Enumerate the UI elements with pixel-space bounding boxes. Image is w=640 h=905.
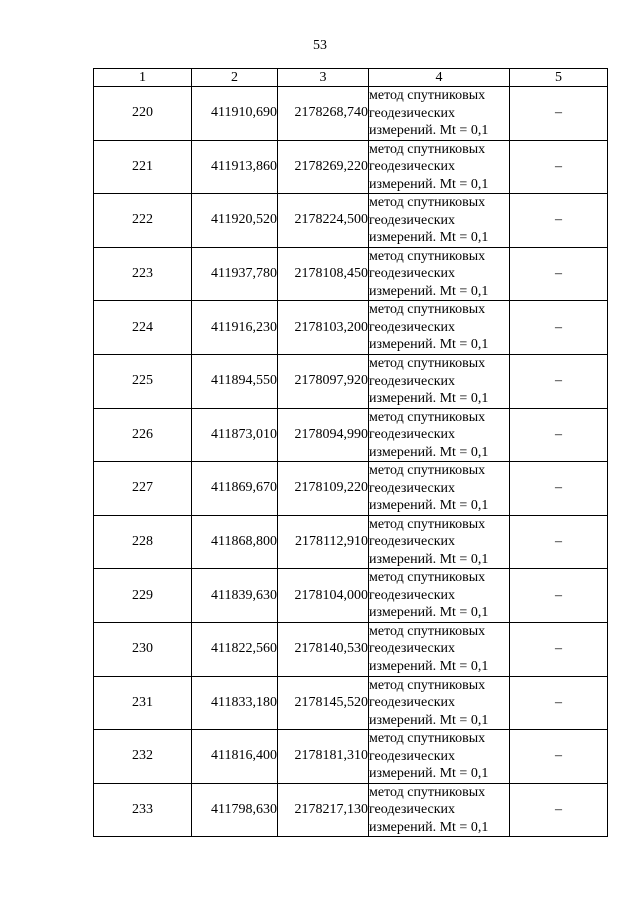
method-cell bbox=[369, 408, 510, 462]
x-coordinate-cell: 411937,780 bbox=[192, 247, 278, 301]
method-line: метод спутниковых bbox=[369, 248, 486, 264]
x-coordinate-cell: 411839,630 bbox=[192, 569, 278, 623]
note-cell: – bbox=[510, 569, 608, 623]
y-coordinate-cell: 2178224,500 bbox=[278, 194, 369, 248]
table-row bbox=[94, 87, 608, 141]
method-line: геодезических bbox=[369, 534, 456, 550]
y-coordinate-cell: 2178181,310 bbox=[278, 730, 369, 784]
method-line: метод спутниковых bbox=[369, 141, 486, 157]
y-coordinate-cell: 2178140,530 bbox=[278, 622, 369, 676]
method-line: метод спутниковых bbox=[369, 516, 486, 532]
point-number-cell: 223 bbox=[94, 247, 192, 301]
method-cell bbox=[369, 676, 510, 730]
y-coordinate-cell: 2178268,740 bbox=[278, 87, 369, 141]
y-coordinate-cell: 2178145,520 bbox=[278, 676, 369, 730]
note-cell: – bbox=[510, 676, 608, 730]
table-row bbox=[94, 783, 608, 837]
header-col-3: 3 bbox=[278, 69, 369, 87]
method-line: измерений. Mt = 0,1 bbox=[369, 444, 489, 460]
table-row bbox=[94, 730, 608, 784]
note-cell: – bbox=[510, 515, 608, 569]
method-line: метод спутниковых bbox=[369, 88, 486, 104]
note-cell: – bbox=[510, 87, 608, 141]
method-line: измерений. Mt = 0,1 bbox=[369, 551, 489, 567]
method-line: геодезических bbox=[369, 212, 456, 228]
header-col-5: 5 bbox=[510, 69, 608, 87]
point-number-cell: 224 bbox=[94, 301, 192, 355]
method-line: измерений. Mt = 0,1 bbox=[369, 712, 489, 728]
table-row bbox=[94, 462, 608, 516]
method-cell bbox=[369, 140, 510, 194]
table-row bbox=[94, 194, 608, 248]
table-row bbox=[94, 140, 608, 194]
x-coordinate-cell: 411920,520 bbox=[192, 194, 278, 248]
note-cell: – bbox=[510, 730, 608, 784]
point-number-cell: 232 bbox=[94, 730, 192, 784]
point-number-cell: 226 bbox=[94, 408, 192, 462]
method-line: измерений. Mt = 0,1 bbox=[369, 819, 489, 835]
point-number-cell: 233 bbox=[94, 783, 192, 837]
x-coordinate-cell: 411868,800 bbox=[192, 515, 278, 569]
x-coordinate-cell: 411916,230 bbox=[192, 301, 278, 355]
method-cell bbox=[369, 354, 510, 408]
method-cell bbox=[369, 569, 510, 623]
page-number: 53 bbox=[313, 38, 327, 53]
note-cell: – bbox=[510, 354, 608, 408]
method-line: измерений. Mt = 0,1 bbox=[369, 498, 489, 514]
point-number-cell: 228 bbox=[94, 515, 192, 569]
method-cell bbox=[369, 301, 510, 355]
table-header-row bbox=[94, 69, 608, 87]
x-coordinate-cell: 411913,860 bbox=[192, 140, 278, 194]
method-cell bbox=[369, 462, 510, 516]
method-line: геодезических bbox=[369, 319, 456, 335]
method-cell bbox=[369, 783, 510, 837]
method-line: метод спутниковых bbox=[369, 302, 486, 318]
method-cell bbox=[369, 194, 510, 248]
method-line: геодезических bbox=[369, 641, 456, 657]
y-coordinate-cell: 2178269,220 bbox=[278, 140, 369, 194]
note-cell: – bbox=[510, 408, 608, 462]
point-number-cell: 231 bbox=[94, 676, 192, 730]
method-line: измерений. Mt = 0,1 bbox=[369, 391, 489, 407]
header-col-2: 2 bbox=[192, 69, 278, 87]
point-number-cell: 220 bbox=[94, 87, 192, 141]
table-row bbox=[94, 569, 608, 623]
method-line: метод спутниковых bbox=[369, 463, 486, 479]
x-coordinate-cell: 411894,550 bbox=[192, 354, 278, 408]
method-line: геодезических bbox=[369, 159, 456, 175]
coordinates-table bbox=[93, 68, 608, 837]
point-number-cell: 222 bbox=[94, 194, 192, 248]
method-line: метод спутниковых bbox=[369, 677, 486, 693]
method-line: измерений. Mt = 0,1 bbox=[369, 176, 489, 192]
y-coordinate-cell: 2178104,000 bbox=[278, 569, 369, 623]
x-coordinate-cell: 411798,630 bbox=[192, 783, 278, 837]
note-cell: – bbox=[510, 247, 608, 301]
method-line: метод спутниковых bbox=[369, 356, 486, 372]
x-coordinate-cell: 411816,400 bbox=[192, 730, 278, 784]
method-line: геодезических bbox=[369, 266, 456, 282]
x-coordinate-cell: 411910,690 bbox=[192, 87, 278, 141]
method-line: геодезических bbox=[369, 373, 456, 389]
method-line: метод спутниковых bbox=[369, 623, 486, 639]
method-line: геодезических bbox=[369, 480, 456, 496]
method-line: геодезических bbox=[369, 802, 456, 818]
y-coordinate-cell: 2178094,990 bbox=[278, 408, 369, 462]
note-cell: – bbox=[510, 462, 608, 516]
method-cell bbox=[369, 730, 510, 784]
point-number-cell: 230 bbox=[94, 622, 192, 676]
method-line: измерений. Mt = 0,1 bbox=[369, 605, 489, 621]
method-line: метод спутниковых bbox=[369, 784, 486, 800]
table-row bbox=[94, 515, 608, 569]
header-col-4: 4 bbox=[369, 69, 510, 87]
method-line: геодезических bbox=[369, 695, 456, 711]
method-line: метод спутниковых bbox=[369, 409, 486, 425]
method-cell bbox=[369, 622, 510, 676]
method-line: геодезических bbox=[369, 587, 456, 603]
y-coordinate-cell: 2178097,920 bbox=[278, 354, 369, 408]
method-line: метод спутниковых bbox=[369, 570, 486, 586]
x-coordinate-cell: 411833,180 bbox=[192, 676, 278, 730]
method-line: геодезических bbox=[369, 105, 456, 121]
x-coordinate-cell: 411873,010 bbox=[192, 408, 278, 462]
method-line: измерений. Mt = 0,1 bbox=[369, 123, 489, 139]
y-coordinate-cell: 2178108,450 bbox=[278, 247, 369, 301]
method-line: измерений. Mt = 0,1 bbox=[369, 658, 489, 674]
table-row bbox=[94, 301, 608, 355]
method-line: метод спутниковых bbox=[369, 195, 486, 211]
method-line: измерений. Mt = 0,1 bbox=[369, 337, 489, 353]
note-cell: – bbox=[510, 783, 608, 837]
table-row bbox=[94, 354, 608, 408]
table-row bbox=[94, 676, 608, 730]
table-row bbox=[94, 408, 608, 462]
method-cell bbox=[369, 247, 510, 301]
table-row bbox=[94, 622, 608, 676]
method-cell bbox=[369, 87, 510, 141]
note-cell: – bbox=[510, 301, 608, 355]
method-line: измерений. Mt = 0,1 bbox=[369, 230, 489, 246]
point-number-cell: 229 bbox=[94, 569, 192, 623]
method-cell bbox=[369, 515, 510, 569]
header-col-1: 1 bbox=[94, 69, 192, 87]
y-coordinate-cell: 2178217,130 bbox=[278, 783, 369, 837]
y-coordinate-cell: 2178112,910 bbox=[278, 515, 369, 569]
method-line: геодезических bbox=[369, 748, 456, 764]
point-number-cell: 221 bbox=[94, 140, 192, 194]
y-coordinate-cell: 2178109,220 bbox=[278, 462, 369, 516]
point-number-cell: 227 bbox=[94, 462, 192, 516]
note-cell: – bbox=[510, 140, 608, 194]
x-coordinate-cell: 411869,670 bbox=[192, 462, 278, 516]
method-line: измерений. Mt = 0,1 bbox=[369, 766, 489, 782]
method-line: метод спутниковых bbox=[369, 731, 486, 747]
point-number-cell: 225 bbox=[94, 354, 192, 408]
y-coordinate-cell: 2178103,200 bbox=[278, 301, 369, 355]
x-coordinate-cell: 411822,560 bbox=[192, 622, 278, 676]
note-cell: – bbox=[510, 194, 608, 248]
table-body bbox=[94, 87, 608, 837]
method-line: измерений. Mt = 0,1 bbox=[369, 283, 489, 299]
method-line: геодезических bbox=[369, 427, 456, 443]
table-row bbox=[94, 247, 608, 301]
note-cell: – bbox=[510, 622, 608, 676]
